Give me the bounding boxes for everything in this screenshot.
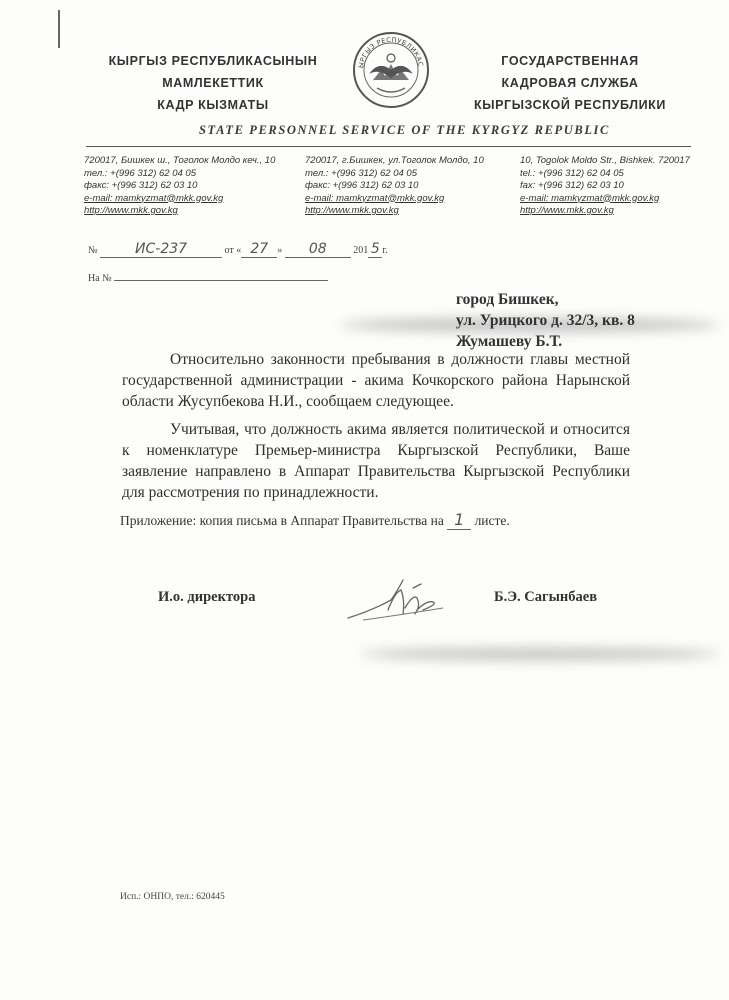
header-left-line-1: КЫРГЫЗ РЕСПУБЛИКАСЫНЫН — [108, 54, 318, 68]
reg-from-label: от « — [224, 245, 242, 256]
reg-number: ИС-237 — [100, 241, 222, 258]
contact-ky-address: 720017, Бишкек ш., Тоголок Молдо кеч., 10 — [84, 155, 276, 166]
contact-ky-website[interactable]: http://www.mkk.gov.kg — [84, 205, 178, 216]
handwritten-signature — [343, 570, 453, 625]
ref-label: На № — [88, 273, 112, 284]
body-paragraph-1 — [122, 349, 630, 412]
kyrgyz-state-emblem-icon — [351, 30, 431, 110]
contact-en-phone: tel.: +(996 312) 62 04 05 — [520, 167, 624, 179]
reg-no-label: № — [88, 245, 98, 256]
body-paragraph-2 — [122, 419, 630, 503]
registration-line — [88, 241, 388, 258]
english-title: STATE PERSONNEL SERVICE OF THE KYRGYZ REPUBLIC — [199, 123, 610, 137]
reg-day: 27 — [241, 241, 277, 258]
contacts-kyrgyz — [84, 155, 275, 218]
contacts-english — [520, 155, 690, 218]
contact-ky-phone: тел.: +(996 312) 62 04 05 — [84, 167, 196, 179]
reg-year-prefix: 201 — [353, 245, 369, 256]
body-text-2: Учитывая, что должность акима является политической и относится к номенклатуре Премьер-министра Кыргызской Республики, Ваше заявление направлено в Аппарат Правительства Кыргызской Республики для рассмотрения по принадлежности. — [122, 421, 630, 501]
contacts-russian — [305, 155, 484, 218]
scan-margin-mark — [58, 10, 60, 48]
header-right-line-2: КАДРОВАЯ СЛУЖБА — [501, 76, 639, 90]
contact-ru-phone: тел.: +(996 312) 62 04 05 — [305, 167, 417, 179]
contact-en-website[interactable]: http://www.mkk.gov.kg — [520, 205, 614, 216]
signatory-title: И.о. директора — [158, 589, 256, 605]
contact-ky-fax: факс: +(996 312) 62 03 10 — [84, 180, 198, 191]
reg-year-suffix: 5 — [368, 241, 382, 258]
header-kyrgyz-title — [88, 50, 338, 116]
addressee-street: ул. Урицкого д. 32/3, кв. 8 — [456, 312, 635, 329]
header-russian-title — [450, 50, 690, 116]
reference-line — [88, 270, 328, 284]
header-left-line-3: КАДР КЫЗМАТЫ — [157, 98, 269, 112]
header-left-line-2: МАМЛЕКЕТТИК — [162, 76, 264, 90]
contact-en-email[interactable]: e-mail: mamkyzmat@mkk.gov.kg — [520, 192, 660, 204]
appendix-line — [120, 510, 510, 530]
contact-en-fax: fax: +(996 312) 62 03 10 — [520, 180, 624, 191]
addressee-city: город Бишкек, — [456, 291, 559, 308]
signatory-name: Б.Э. Сагынбаев — [494, 589, 598, 605]
contact-en-address: 10, Togolok Moldo Str., Bishkek. 720017 — [520, 155, 690, 166]
appendix-text: Приложение: копия письма в Аппарат Правительства на — [120, 513, 444, 528]
contact-ru-email[interactable]: e-mail: mamkyzmat@mkk.gov.kg — [305, 192, 445, 204]
header-right-line-1: ГОСУДАРСТВЕННАЯ — [501, 54, 639, 68]
header-rule — [86, 146, 691, 147]
ref-blank — [114, 270, 328, 281]
contact-ru-address: 720017, г.Бишкек, ул.Тоголок Молдо, 10 — [305, 155, 484, 166]
scan-smear-lower — [360, 648, 720, 660]
emblem-text: ЫРГЫЗ РЕСПУБЛИКАС — [356, 35, 425, 69]
reg-month: 08 — [285, 241, 351, 258]
appendix-count: 1 — [447, 510, 471, 530]
addressee-block — [456, 289, 635, 352]
appendix-suffix: листе. — [474, 513, 510, 528]
reg-mid: » — [277, 245, 283, 256]
addressee-name: Жумашеву Б.Т. — [456, 333, 563, 350]
contact-ru-fax: факс: +(996 312) 62 03 10 — [305, 180, 419, 191]
contact-ky-email[interactable]: e-mail: mamkyzmat@mkk.gov.kg — [84, 192, 224, 204]
reg-year-label: г. — [382, 245, 388, 256]
contact-ru-website[interactable]: http://www.mkk.gov.kg — [305, 205, 399, 216]
executor-footer: Исп.: ОНПО, тел.: 620445 — [120, 892, 225, 902]
header-right-line-3: КЫРГЫЗСКОЙ РЕСПУБЛИКИ — [474, 98, 666, 112]
body-text-1: Относительно законности пребывания в должности главы местной государственной администрации - акима Кочкорского района Нарынской области Жусупбекова Н.И., сообщаем следующее. — [122, 351, 630, 410]
svg-text:КЫРГЫЗ РЕСПУБЛИКАСЫ — [351, 30, 425, 69]
